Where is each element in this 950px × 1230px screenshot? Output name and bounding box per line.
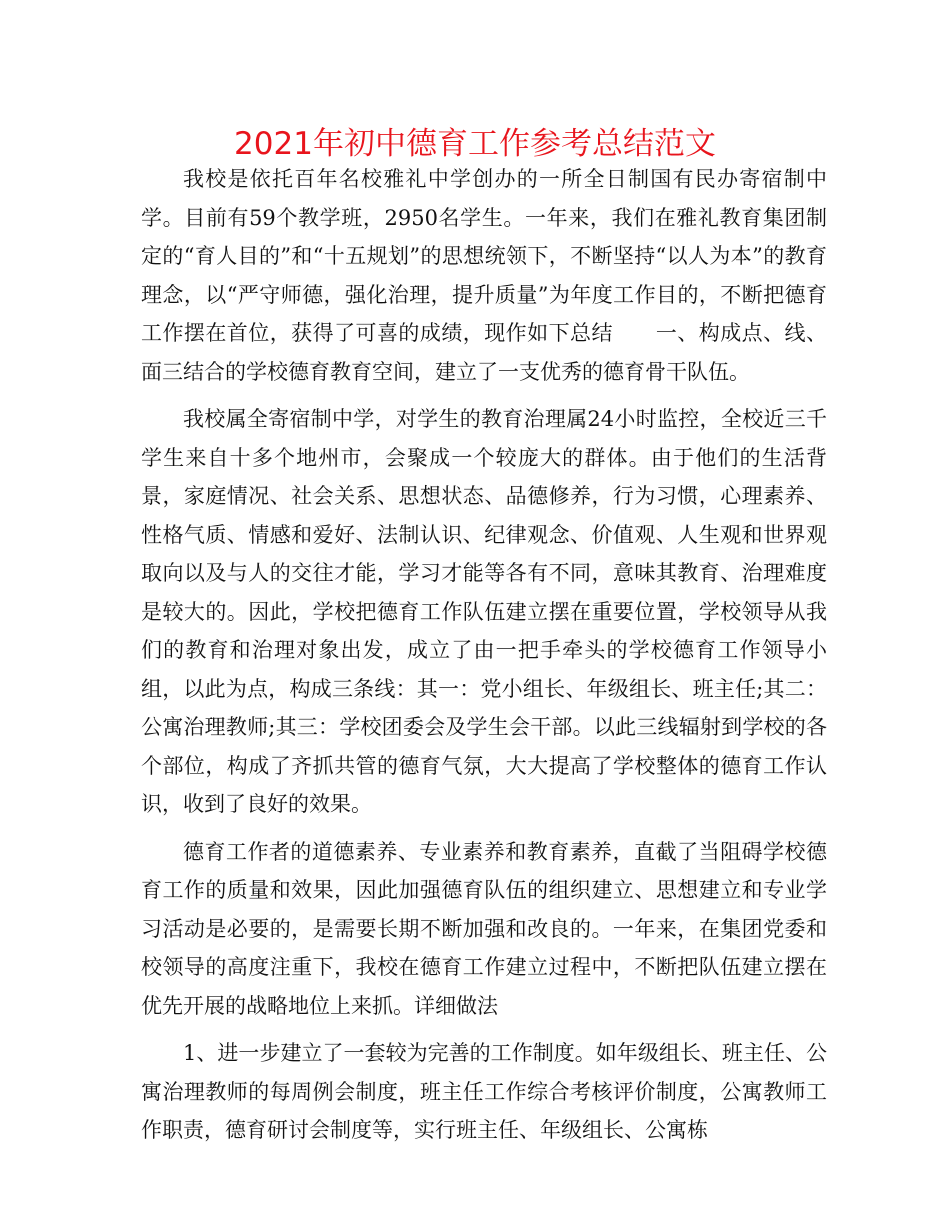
document-body xyxy=(141,160,827,1159)
paragraph-4: 1、进一步建立了一套较为完善的工作制度。如年级组长、班主任、公寓治理教师的每周例会制度，班主任工作综合考核评价制度，公寓教师工作职责，德育研讨会制度等，实行班主任、年级组长、公寓栋 xyxy=(141,1041,827,1142)
paragraph-2: 我校属全寄宿制中学，对学生的教育治理属24小时监控，全校近三千学生来自十多个地州市，会聚成一个较庞大的群体。由于他们的生活背景，家庭情况、社会关系、思想状态、品德修养，行为习惯，心理素养、性格气质、情感和爱好、法制认识、纪律观念、价值观、人生观和世界观取向以及与人的交往才能，学习才能等各有不同，意味其教育、治理难度是较大的。因此，学校把德育工作队伍建立摆在重要位置，学校领导从我们的教育和治理对象出发，成立了由一把手牵头的学校德育工作领导小组，以此为点，构成三条线：其一：党小组长、年级组长、班主任;其二：公寓治理教师;其三：学校团委会及学生会干部。以此三线辐射到学校的各个部位，构成了齐抓共管的德育气氛，大大提高了学校整体的德育工作认识，收到了良好的效果。 xyxy=(141,407,827,816)
paragraph-3: 德育工作者的道德素养、专业素养和教育素养，直截了当阻碍学校德育工作的质量和效果，因此加强德育队伍的组织建立、思想建立和专业学习活动是必要的，是需要长期不断加强和改良的。一年来，在集团党委和校领导的高度注重下，我校在德育工作建立过程中，不断把队伍建立摆在优先开展的战略地位上来抓。详细做法 xyxy=(141,839,827,1018)
paragraph-1: 我校是依托百年名校雅礼中学创办的一所全日制国有民办寄宿制中学。目前有59个教学班，2950名学生。一年来，我们在雅礼教育集团制定的“育人目的”和“十五规划”的思想统领下，不断坚持“以人为本”的教育理念，以“严守师德，强化治理，提升质量”为年度工作目的，不断把德育工作摆在首位，获得了可喜的成绩，现作如下总结 一、构成点、线、面三结合的学校德育教育空间，建立了一支优秀的德育骨干队伍。 xyxy=(141,167,827,384)
document-title: 2021年初中德育工作参考总结范文 xyxy=(234,126,716,162)
